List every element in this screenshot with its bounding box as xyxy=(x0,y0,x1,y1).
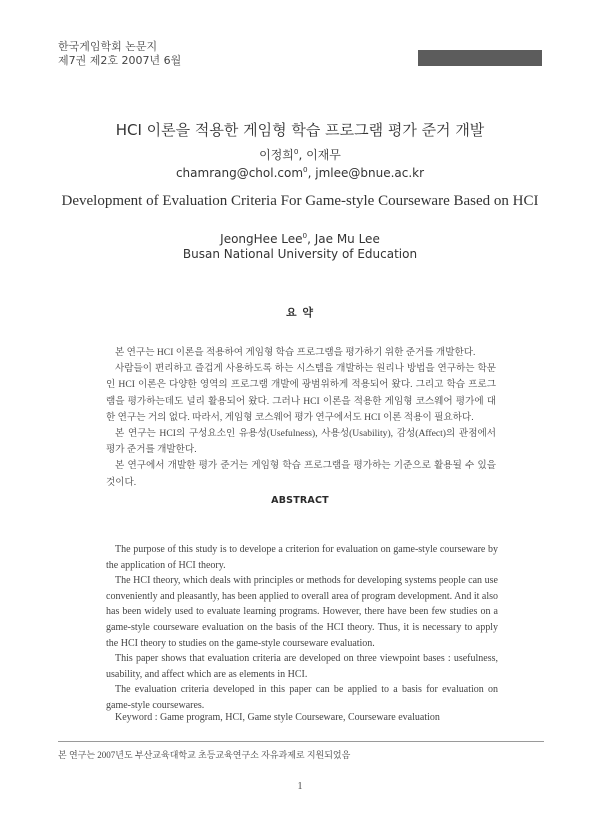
keywords: Keyword : Game program, HCI, Game style Courseware, Courseware evaluation xyxy=(115,712,440,723)
author-emails xyxy=(0,165,600,180)
email-1: chamrang@chol.com xyxy=(175,166,304,180)
english-abstract-paragraph: The evaluation criteria developed in this paper can be applied to a basis for evaluation on game-style coursewares. xyxy=(106,684,498,711)
english-abstract-paragraph: This paper shows that evaluation criteria are developed on three viewpoint bases : usefulness, usability, and affect which are as elements in HCI. xyxy=(106,653,498,680)
authors-korean xyxy=(0,146,600,163)
author-korean-1: 이정희 xyxy=(259,148,294,162)
author-english-2: , Jae Mu Lee xyxy=(307,232,380,246)
english-abstract xyxy=(106,542,498,714)
footnote: 본 연구는 2007년도 부산교육대학교 초등교육연구소 자유과제로 지원되었음 xyxy=(58,750,351,760)
header-bar xyxy=(418,50,542,66)
author-english-mark: 0 xyxy=(302,231,308,240)
journal-info xyxy=(58,40,181,68)
email-2: , jmlee@bnue.ac.kr xyxy=(307,166,425,180)
affiliation: Busan National University of Education xyxy=(182,247,418,261)
korean-abstract-paragraph: 본 연구에서 개발한 평가 준거는 게임형 학습 프로그램을 평가하는 기준으로 활용될 수 있을 것이다. xyxy=(106,460,496,488)
title-english: Development of Evaluation Criteria For Game-style Courseware Based on HCI xyxy=(61,193,539,209)
author-mark: 0 xyxy=(293,147,299,156)
korean-abstract-paragraph: 본 연구는 HCI의 구성요소인 유용성(Usefulness), 사용성(Usability), 감성(Affect)의 관점에서 평가 준거를 개발한다. xyxy=(106,428,496,456)
title-korean: HCI 이론을 적용한 게임형 학습 프로그램 평가 준거 개발 xyxy=(115,121,485,139)
korean-abstract xyxy=(106,345,496,491)
footnote-divider xyxy=(58,741,544,742)
english-abstract-paragraph: The purpose of this study is to develope a criterion for evaluation on game-style courseware by the application of HCI theory. xyxy=(106,544,498,571)
abstract-heading: ABSTRACT xyxy=(271,495,329,506)
korean-abstract-paragraph: 사람들이 편리하고 즐겁게 사용하도록 하는 시스템을 개발하는 원리나 방법을 연구하는 학문인 HCI 이론은 다양한 영역의 프로그램 개발에 광범위하게 적용되어 왔다. 그리고 학습 프로그램을 평가하는데도 널리 활용되어 왔다. 그러나 HCI 이론을 적용한 게임형 코스웨어 평가에 대한 연구는 거의 없다. 따라서, 게임형 코스웨어 평가 연구에서도 HCI 이론 적용이 필요하다. xyxy=(106,363,496,423)
author-korean-2: , 이재무 xyxy=(298,148,341,162)
page-number: 1 xyxy=(297,781,303,792)
journal-issue: 제7권 제2호 2007년 6월 xyxy=(58,54,182,67)
authors-english xyxy=(0,231,600,246)
author-english-1: JeongHee Lee xyxy=(220,232,303,246)
korean-abstract-heading: 요 약 xyxy=(285,306,315,319)
journal-name: 한국게임학회 논문지 xyxy=(58,40,158,53)
email-mark: 0 xyxy=(303,165,308,174)
english-abstract-paragraph: The HCI theory, which deals with principles or methods for developing systems people can use conveniently and pleasantly, has been applied to overall area of program development. And it also has been widely used to evaluate learning programs. However, there have been few studies on a game-style courseware evaluation on the basis of the HCI theory. Thus, it is necessary to apply the HCI theory to studies on the game-style courseware evaluation. xyxy=(106,575,499,649)
korean-abstract-paragraph: 본 연구는 HCI 이론을 적용하여 게임형 학습 프로그램을 평가하기 위한 준거를 개발한다. xyxy=(115,347,476,358)
